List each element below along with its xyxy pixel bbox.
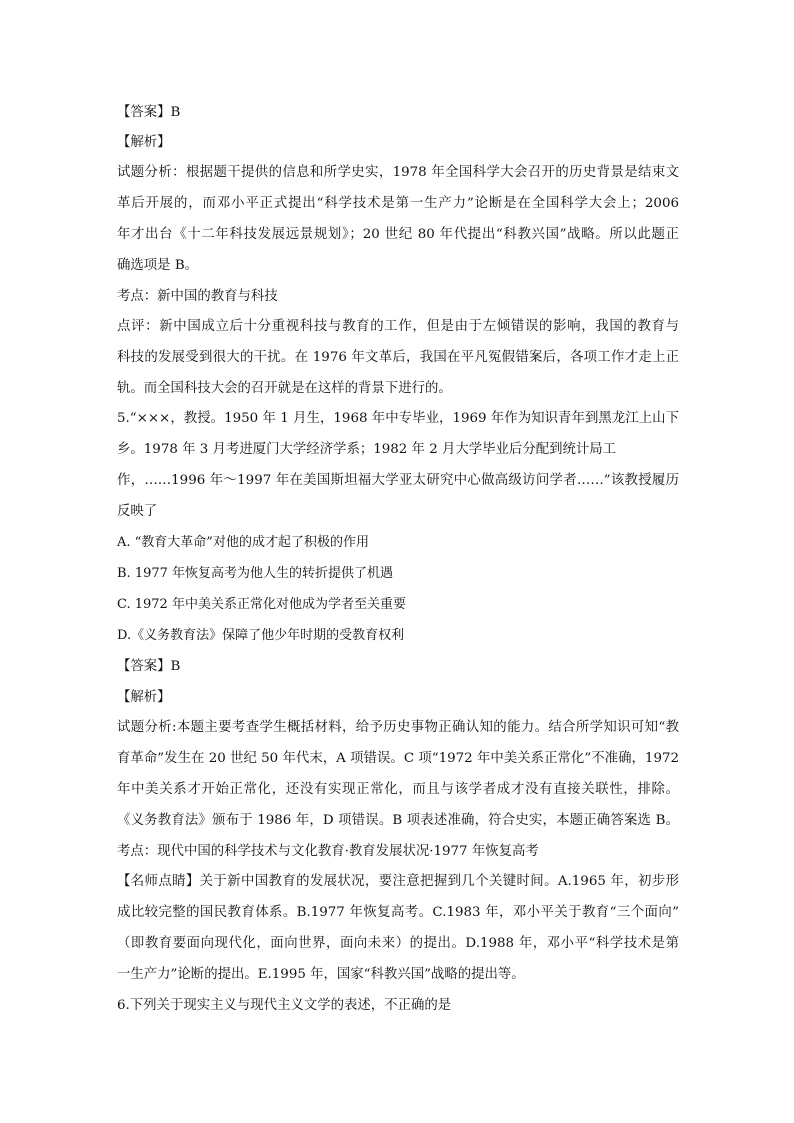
answer-label-1: 【答案】B	[117, 105, 181, 120]
question-5-option-b: B. 1977 年恢复高考为他人生的转折提供了机遇	[117, 566, 394, 581]
analysis-text-1-line-4: 确选项是 B。	[117, 258, 199, 273]
analysis-text-2-line-4: 《义务教育法》颁布于 1986 年，D 项错误。B 项表述准确，符合史实，本题正确答案选 B。	[117, 813, 679, 828]
analysis-text-1-line-3: 年才出台《十二年科技发展远景规划》；20 世纪 80 年代提出“科教兴国”战略。所以此题正	[117, 227, 679, 242]
question-5-option-d: D.《义务教育法》保障了他少年时期的受教育权利	[117, 628, 405, 643]
comment-line-2: 科技的发展受到很大的干扰。在 1976 年文革后，我国在平凡冤假错案后，各项工作才走上正	[117, 350, 679, 365]
teacher-tip-line-4: 一生产力”论断的提出。E.1995 年，国家“科教兴国”战略的提出等。	[117, 967, 525, 982]
question-5-option-a: A. “教育大革命”对他的成才起了积极的作用	[117, 535, 369, 550]
analysis-text-2-line-2: 育革命”发生在 20 世纪 50 年代末，A 项错误。C 项“1972 年中美关系正常化”不准确，1972	[117, 751, 679, 766]
knowledge-point-1: 考点：新中国的教育与科技	[117, 289, 278, 304]
analysis-text-2-line-1: 试题分析:本题主要考查学生概括材料，给予历史事物正确认知的能力。结合所学知识可知“教	[117, 720, 679, 735]
analysis-label-1: 【解析】	[117, 135, 171, 150]
question-5-line-4: 反映了	[117, 504, 158, 519]
question-5-line-3: 作，……1996 年～1997 年在美国斯坦福大学亚太研究中心做高级访问学者……”该教授履历	[117, 473, 679, 488]
teacher-tip-line-2: 成比较完整的国民教育体系。B.1977 年恢复高考。C.1983 年，邓小平关于教育“三个面向”	[117, 905, 679, 920]
analysis-label-2: 【解析】	[117, 690, 171, 705]
question-6-stem: 6.下列关于现实主义与现代主义文学的表述，不正确的是	[117, 998, 452, 1013]
analysis-text-1-line-1: 试题分析：根据题干提供的信息和所学史实，1978 年全国科学大会召开的历史背景是结束文	[117, 165, 679, 180]
comment-line-3: 轨。而全国科技大会的召开就是在这样的背景下进行的。	[117, 381, 452, 396]
teacher-tip-line-1: 【名师点睛】关于新中国教育的发展状况，要注意把握到几个关键时间。A.1965 年，初步形	[117, 874, 679, 889]
analysis-text-1-line-2: 革后开展的，而邓小平正式提出“科学技术是第一生产力”论断是在全国科学大会上；2006	[117, 196, 679, 211]
answer-label-2: 【答案】B	[117, 659, 181, 674]
question-5-option-c: C. 1972 年中美关系正常化对他成为学者至关重要	[117, 597, 406, 612]
knowledge-point-2: 考点：现代中国的科学技术与文化教育·教育发展状况·1977 年恢复高考	[117, 844, 539, 859]
teacher-tip-line-3: （即教育要面向现代化，面向世界，面向未来）的提出。D.1988 年，邓小平“科学技术是第	[117, 936, 679, 951]
question-5-line-2: 乡。1978 年 3 月考进厦门大学经济学系；1982 年 2 月大学毕业后分配到统计局工	[117, 442, 617, 457]
comment-line-1: 点评：新中国成立后十分重视科技与教育的工作，但是由于左倾错误的影响，我国的教育与	[117, 319, 679, 334]
analysis-text-2-line-3: 年中美关系才开始正常化，还没有实现正常化，而且与该学者成才没有直接关联性，排除。	[117, 782, 679, 797]
question-5-line-1: 5.“×××，教授。1950 年 1 月生，1968 年中专毕业，1969 年作为知识青年到黑龙江上山下	[117, 411, 679, 426]
